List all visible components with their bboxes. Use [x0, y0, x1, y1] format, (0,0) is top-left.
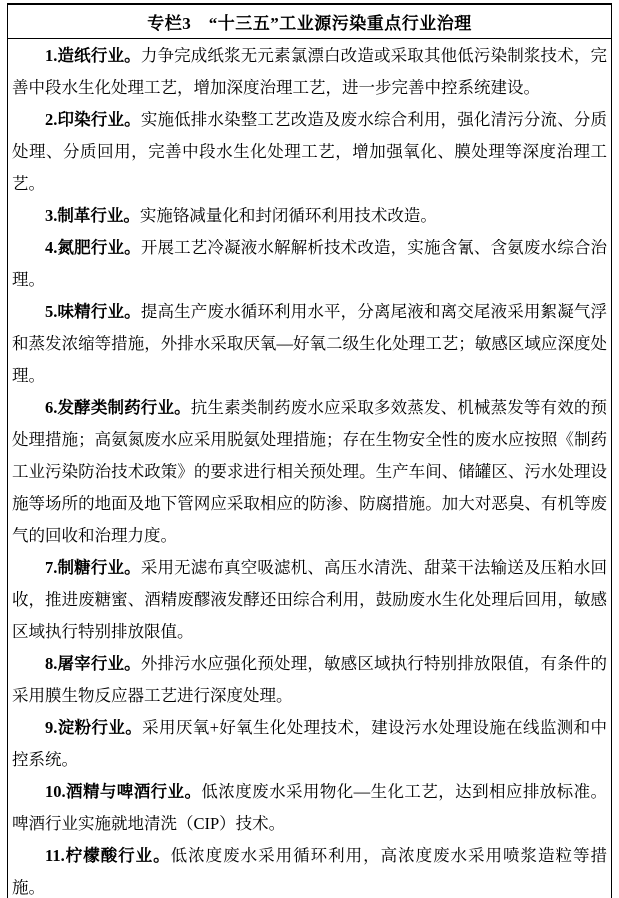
industry-text: 低浓度废水采用循环利用，高浓度废水采用喷浆造粒等措施。 [12, 846, 608, 897]
industry-item [12, 840, 607, 898]
industry-text: 提高生产废水循环利用水平，分离尾液和离交尾液采用絮凝气浮和蒸发浓缩等措施，外排水采取厌氧—好氧二级生化处理工艺；敏感区域应深度处理。 [12, 302, 608, 385]
industry-text: 抗生素类制药废水应采取多效蒸发、机械蒸发等有效的预处理措施；高氨氮废水应采用脱氨处理措施；存在生物安全性的废水应按照《制药工业污染防治技术政策》的要求进行相关预处理。生产车间、储罐区、污水处理设施等场所的地面及地下管网应采取相应的防渗、防腐措施。加大对恶臭、有机等废气的回收和治理力度。 [12, 398, 608, 545]
industry-item [12, 296, 607, 392]
panel-table [7, 3, 612, 898]
industry-item [12, 648, 607, 712]
industry-item [12, 552, 607, 648]
industry-text: 外排污水应强化预处理，敏感区域执行特别排放限值，有条件的采用膜生物反应器工艺进行深度处理。 [12, 654, 608, 705]
industry-item [12, 200, 607, 232]
industry-label: 5.味精行业。 [45, 302, 141, 321]
industry-label: 10.酒精与啤酒行业。 [45, 782, 202, 801]
industry-label: 2.印染行业。 [45, 110, 141, 129]
industry-item [12, 776, 607, 840]
industry-text: 实施铬减量化和封闭循环利用技术改造。 [139, 206, 437, 225]
industry-text: 实施低排水染整工艺改造及废水综合利用，强化清污分流、分质处理、分质回用，完善中段水生化处理工艺，增加强氧化、膜处理等深度治理工艺。 [12, 110, 608, 193]
industry-label: 7.制糖行业。 [45, 558, 141, 577]
industry-item [12, 232, 607, 296]
industry-item [12, 392, 607, 552]
industry-label: 9.淀粉行业。 [45, 718, 143, 737]
industry-label: 4.氮肥行业。 [45, 238, 141, 257]
industry-text: 采用厌氧+好氧生化处理技术，建设污水处理设施在线监测和中控系统。 [12, 718, 608, 769]
industry-label: 3.制革行业。 [45, 206, 140, 225]
industry-list [12, 39, 607, 898]
industry-label: 8.屠宰行业。 [45, 654, 141, 673]
industry-label: 1.造纸行业。 [45, 46, 141, 65]
industry-text: 开展工艺冷凝液水解解析技术改造，实施含氰、含氨废水综合治理。 [12, 238, 608, 289]
panel-title: 专栏3 “十三五”工业源污染重点行业治理 [8, 5, 611, 39]
industry-label: 11.柠檬酸行业。 [45, 846, 171, 865]
industry-label: 6.发酵类制药行业。 [45, 398, 191, 417]
industry-item [12, 104, 607, 200]
industry-text: 低浓度废水采用物化—生化工艺，达到相应排放标准。啤酒行业实施就地清洗（CIP）技术。 [12, 782, 608, 833]
industry-item [12, 40, 607, 104]
industry-text: 采用无滤布真空吸滤机、高压水清洗、甜菜干法输送及压粕水回收，推进废糖蜜、酒精废醪液发酵还田综合利用，鼓励废水生化处理后回用，敏感区域执行特别排放限值。 [12, 558, 608, 641]
industry-text: 力争完成纸浆无元素氯漂白改造或采取其他低污染制浆技术，完善中段水生化处理工艺，增加深度治理工艺，进一步完善中控系统建设。 [12, 46, 608, 97]
industry-item [12, 712, 607, 776]
